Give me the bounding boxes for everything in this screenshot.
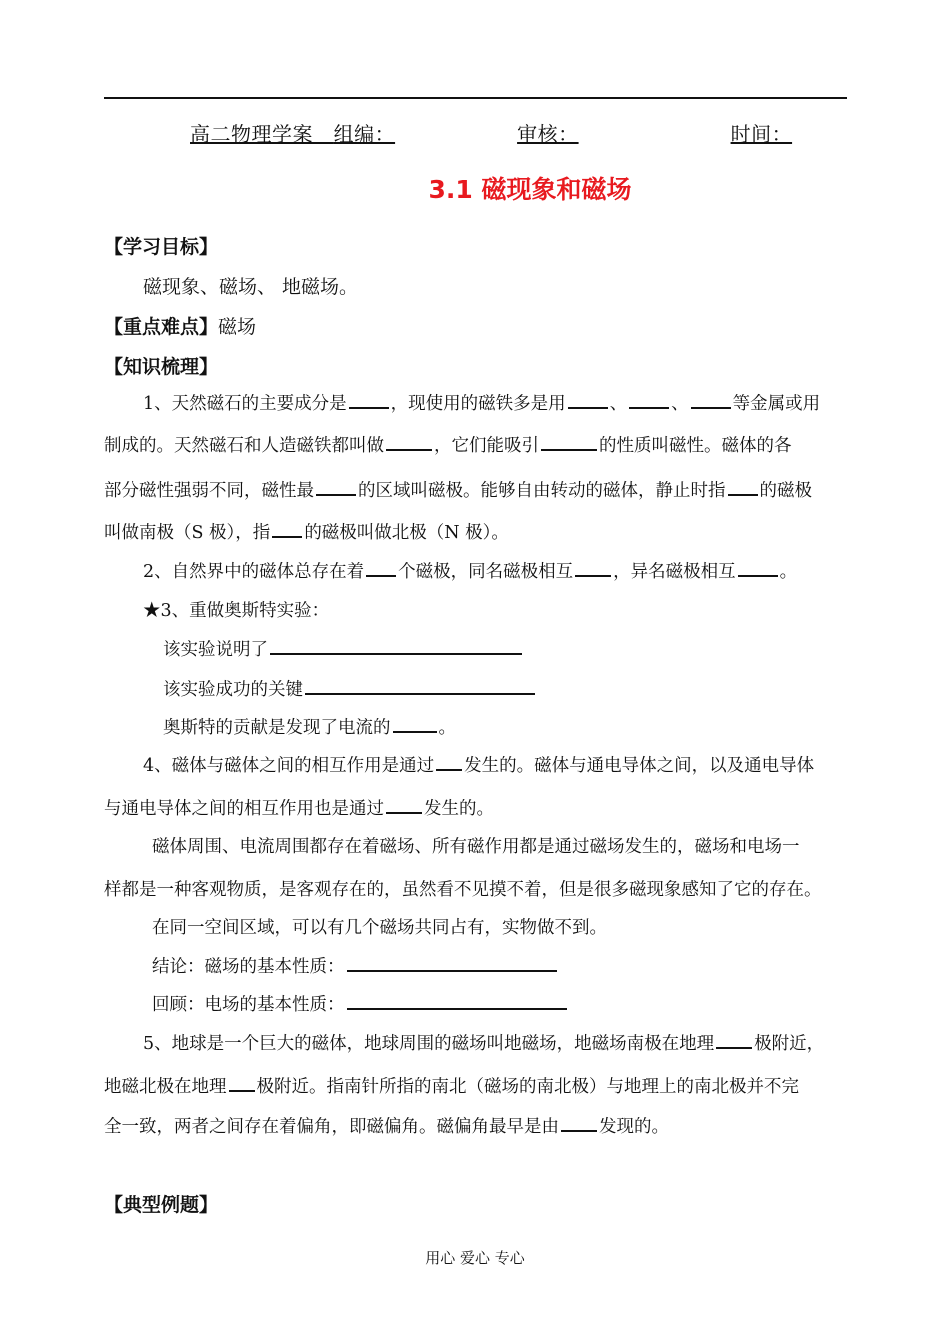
text-segment: 、: [609, 394, 628, 414]
header-fields: [190, 122, 792, 146]
fill-blank[interactable]: [436, 753, 462, 771]
text-segment: 部分磁性强弱不同，磁性最: [104, 481, 314, 501]
fill-blank[interactable]: [316, 478, 356, 496]
fill-blank[interactable]: [349, 391, 389, 409]
text-segment: 叫做南极（S 极），指: [104, 523, 271, 543]
text-segment: 4、磁体与磁体之间的相互作用是通过: [143, 756, 435, 776]
text-segment: 发生的。: [424, 799, 494, 819]
text-segment: ，异名磁极相互: [613, 562, 736, 582]
text-segment: 5、地球是一个巨大的磁体，地球周围的磁场叫地磁场，地磁场南极在地理: [143, 1034, 715, 1054]
text-segment: 、: [671, 394, 689, 414]
fill-blank[interactable]: [716, 1031, 752, 1049]
text-line: [143, 1030, 824, 1055]
fill-blank[interactable]: [691, 391, 731, 409]
text-line: ★3、重做奥斯特实验：: [143, 601, 330, 621]
text-line: [143, 752, 814, 777]
text-segment: 。: [779, 562, 798, 582]
fill-blank[interactable]: [347, 954, 557, 972]
key-points-text: 磁场: [218, 316, 257, 338]
text-line: [163, 676, 537, 701]
text-segment: 与通电导体之间的相互作用也是通过: [104, 799, 384, 819]
fill-blank[interactable]: [561, 1114, 597, 1132]
fill-blank[interactable]: [541, 433, 597, 451]
text-line: [104, 432, 792, 457]
text-segment: ，现使用的磁铁多是用: [390, 394, 566, 414]
fill-blank[interactable]: [386, 433, 432, 451]
course-name: 高二物理学案: [190, 122, 313, 146]
fill-blank[interactable]: [568, 391, 608, 409]
fill-blank[interactable]: [728, 478, 758, 496]
fill-blank[interactable]: [366, 559, 396, 577]
fill-blank[interactable]: [738, 559, 778, 577]
text-segment: 发现的。: [599, 1117, 669, 1137]
text-line: [143, 390, 820, 415]
editor-label: 组编：: [333, 122, 396, 146]
text-line: [104, 519, 509, 544]
text-segment: 奥斯特的贡献是发现了电流的: [163, 718, 391, 738]
text-segment: 回顾：电场的基本性质：: [152, 995, 345, 1015]
fill-blank[interactable]: [272, 520, 302, 538]
text-segment: 结论：磁场的基本性质：: [152, 957, 345, 977]
text-segment: 的性质叫磁性。磁体的各: [599, 436, 792, 456]
fill-blank[interactable]: [629, 391, 669, 409]
fill-blank[interactable]: [393, 715, 437, 733]
text-segment: 发生的。磁体与通电导体之间，以及通电导体: [464, 756, 815, 776]
page-footer: 用心 爱心 专心: [425, 1249, 525, 1267]
fill-blank[interactable]: [347, 992, 567, 1010]
header-rule: [104, 97, 847, 99]
page-title: 3.1 磁现象和磁场: [428, 175, 632, 204]
text-segment: 个磁极，同名磁极相互: [398, 562, 574, 582]
fill-blank[interactable]: [270, 637, 522, 655]
text-line: [104, 1073, 799, 1098]
fill-blank[interactable]: [229, 1074, 255, 1092]
key-points-line: [104, 312, 256, 339]
reviewer-label: 审核：: [517, 122, 579, 146]
text-line: [143, 558, 797, 583]
text-segment: 全一致，两者之间存在着偏角，即磁偏角。磁偏角最早是由: [104, 1117, 559, 1137]
objectives-text: 磁现象、磁场、 地磁场。: [143, 276, 359, 298]
header-line: [190, 118, 792, 147]
text-line: [104, 795, 494, 820]
text-line: 在同一空间区域，可以有几个磁场共同占有，实物做不到。: [152, 918, 607, 938]
examples-heading: 【典型例题】: [104, 1194, 219, 1216]
text-segment: 2、自然界中的磁体总存在着: [143, 562, 365, 582]
fill-blank[interactable]: [575, 559, 611, 577]
text-line: 样都是一种客观物质，是客观存在的，虽然看不见摸不着，但是很多磁现象感知了它的存在。: [104, 880, 822, 900]
fill-blank[interactable]: [305, 677, 535, 695]
text-line: [104, 477, 812, 502]
text-segment: 该实验说明了: [163, 640, 268, 660]
objectives-heading: 【学习目标】: [104, 236, 219, 258]
text-segment: 等金属或用: [732, 394, 821, 414]
text-line: [163, 636, 524, 661]
time-label: 时间：: [730, 122, 793, 146]
text-line: [104, 1113, 669, 1138]
text-segment: 的磁极: [759, 481, 812, 501]
text-segment: ，它们能吸引: [434, 436, 539, 456]
text-segment: 。: [438, 718, 456, 738]
text-segment: 该实验成功的关键: [163, 680, 303, 700]
text-segment: 1、天然磁石的主要成分是: [143, 394, 347, 414]
text-segment: 极附近。指南针所指的南北（磁场的南北极）与地理上的南北极并不完: [256, 1077, 799, 1097]
key-points-heading: 【重点难点】: [104, 316, 219, 338]
text-segment: 地磁北极在地理: [104, 1077, 227, 1097]
text-segment: 的磁极叫做北极（N 极）。: [304, 523, 509, 543]
knowledge-heading: 【知识梳理】: [104, 356, 219, 378]
text-line: [152, 953, 559, 978]
text-segment: 制成的。天然磁石和人造磁铁都叫做: [104, 436, 384, 456]
text-segment: 极附近，: [754, 1034, 825, 1054]
fill-blank[interactable]: [386, 796, 422, 814]
text-line: [163, 714, 456, 739]
text-line: 磁体周围、电流周围都存在着磁场、所有磁作用都是通过磁场发生的，磁场和电场一: [152, 837, 800, 857]
text-segment: 的区域叫磁极。能够自由转动的磁体，静止时指: [358, 481, 726, 501]
text-line: [152, 991, 569, 1016]
